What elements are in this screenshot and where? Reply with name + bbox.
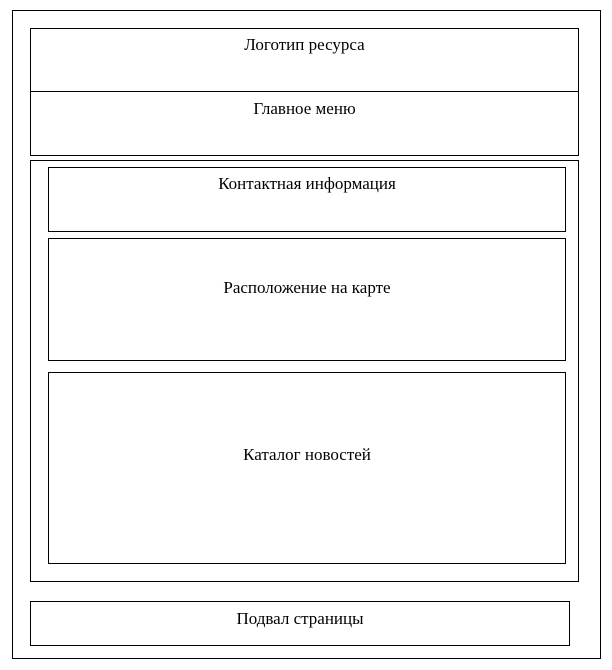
news-catalog-block: [48, 372, 566, 564]
header-block: [30, 28, 579, 156]
main-menu-label: Главное меню: [253, 99, 356, 118]
footer-block: [30, 601, 570, 646]
header-divider: [31, 91, 578, 92]
contacts-label: Контактная информация: [218, 174, 396, 193]
footer-label: Подвал страницы: [236, 609, 364, 628]
logo-label: Логотип ресурса: [244, 35, 365, 54]
contacts-block: [48, 167, 566, 232]
map-block: [48, 238, 566, 361]
map-label: Расположение на карте: [223, 278, 391, 297]
news-catalog-label: Каталог новостей: [243, 445, 371, 464]
